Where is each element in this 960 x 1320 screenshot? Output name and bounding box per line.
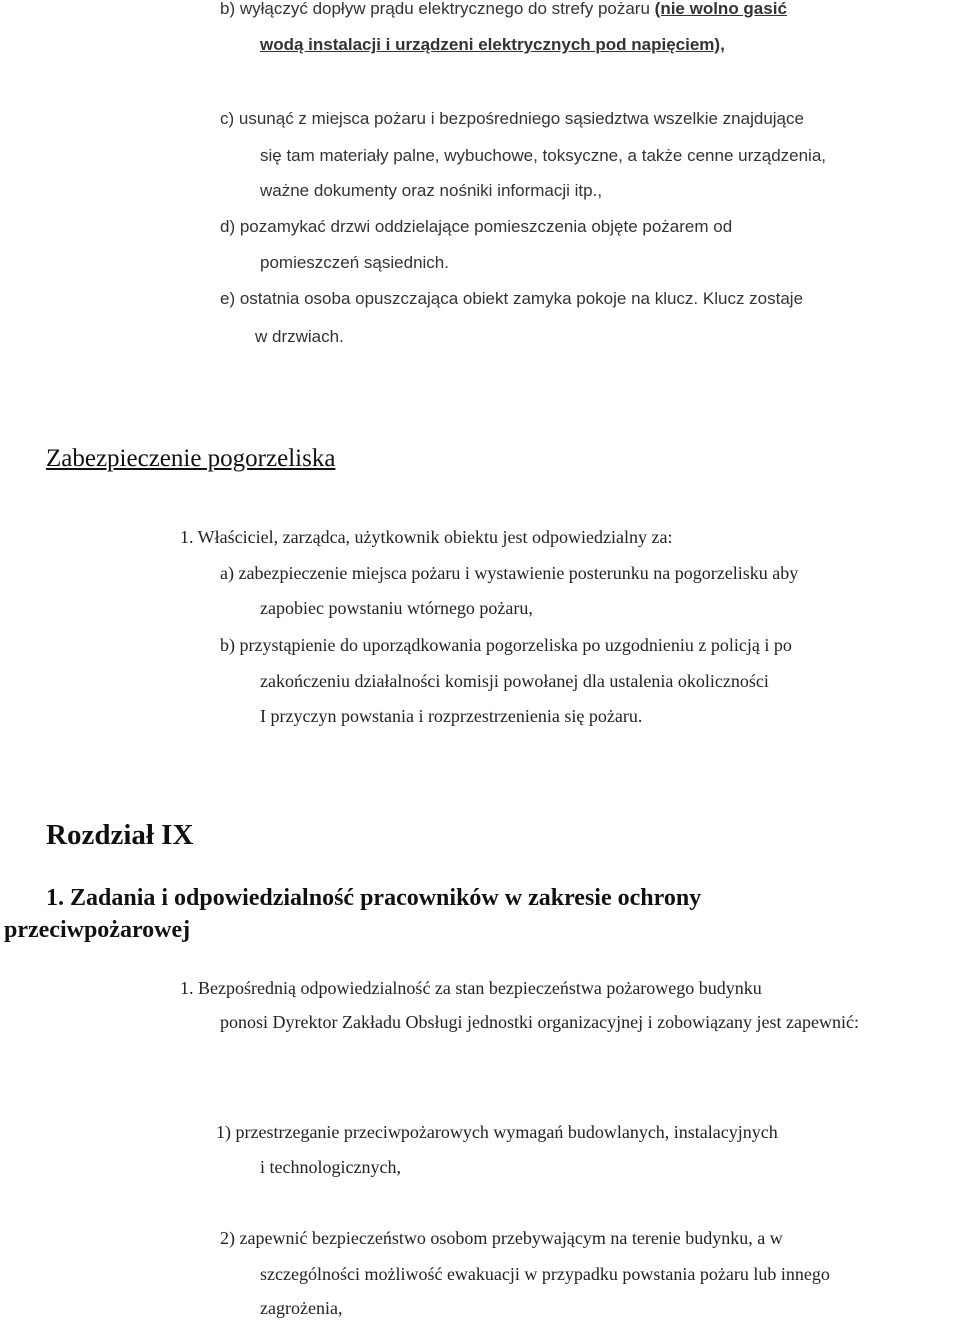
item-d-line-2: pomieszczeń sąsiednich. [260, 253, 449, 272]
pogorzelisko-paragraph-1: 1. Właściciel, zarządca, użytkownik obiektu jest odpowiedzialny za: [180, 527, 673, 547]
item-b-emphasis: (nie wolno gasić [654, 0, 787, 18]
item-b-emphasis-line-2: wodą instalacji i urządzeni elektrycznych pod napięciem), [260, 35, 725, 54]
item-e-line-1: e) ostatnia osoba opuszczająca obiekt zamyka pokoje na klucz. Klucz zostaje [220, 289, 804, 308]
chapter-item-2-line-1: 2) zapewnić bezpieczeństwo osobom przebywającym na terenie budynku, a w [220, 1228, 783, 1248]
section-heading-line-2: przeciwpożarowej [4, 917, 191, 943]
item-c-line-3: ważne dokumenty oraz nośniki informacji itp., [260, 181, 603, 200]
chapter-item-2-line-2: szczególności możliwość ewakuacji w przypadku powstania pożaru lub innego [260, 1264, 830, 1284]
item-e-line-2: w drzwiach. [255, 327, 344, 346]
item-b-line-1 [220, 0, 787, 17]
item-c-line-2: się tam materiały palne, wybuchowe, toksyczne, a także cenne urządzenia, [260, 146, 827, 165]
pogorzelisko-item-b-line-3: I przyczyn powstania i rozprzestrzenienia się pożaru. [260, 706, 643, 726]
chapter-item-1-line-2: i technologicznych, [260, 1157, 401, 1177]
section-heading-pogorzelisko: Zabezpieczenie pogorzeliska [46, 445, 336, 472]
pogorzelisko-item-b-line-2: zakończeniu działalności komisji powołanej dla ustalenia okoliczności [260, 671, 769, 691]
section-heading-line-1: 1. Zadania i odpowiedzialność pracowników w zakresie ochrony [46, 885, 702, 911]
item-c-line-1: c) usunąć z miejsca pożaru i bezpośredniego sąsiedztwa wszelkie znajdujące [220, 109, 804, 128]
chapter-paragraph-1-line-1: 1. Bezpośrednią odpowiedzialność za stan bezpieczeństwa pożarowego budynku [180, 978, 762, 998]
chapter-title: Rozdział IX [46, 819, 194, 851]
chapter-item-1-line-1: 1) przestrzeganie przeciwpożarowych wymagań budowlanych, instalacyjnych [216, 1122, 778, 1142]
pogorzelisko-item-a-line-1: a) zabezpieczenie miejsca pożaru i wystawienie posterunku na pogorzelisku aby [220, 563, 799, 583]
item-b-text: b) wyłączyć dopływ prądu elektrycznego do strefy pożaru [220, 0, 655, 18]
item-d-line-1: d) pozamykać drzwi oddzielające pomieszczenia objęte pożarem od [220, 217, 733, 236]
pogorzelisko-item-a-line-2: zapobiec powstaniu wtórnego pożaru, [260, 598, 533, 618]
chapter-paragraph-1-line-2: ponosi Dyrektor Zakładu Obsługi jednostki organizacyjnej i zobowiązany jest zapewnić: [220, 1012, 859, 1032]
chapter-item-2-line-3: zagrożenia, [260, 1298, 343, 1318]
pogorzelisko-item-b-line-1: b) przystąpienie do uporządkowania pogorzeliska po uzgodnieniu z policją i po [220, 635, 792, 655]
